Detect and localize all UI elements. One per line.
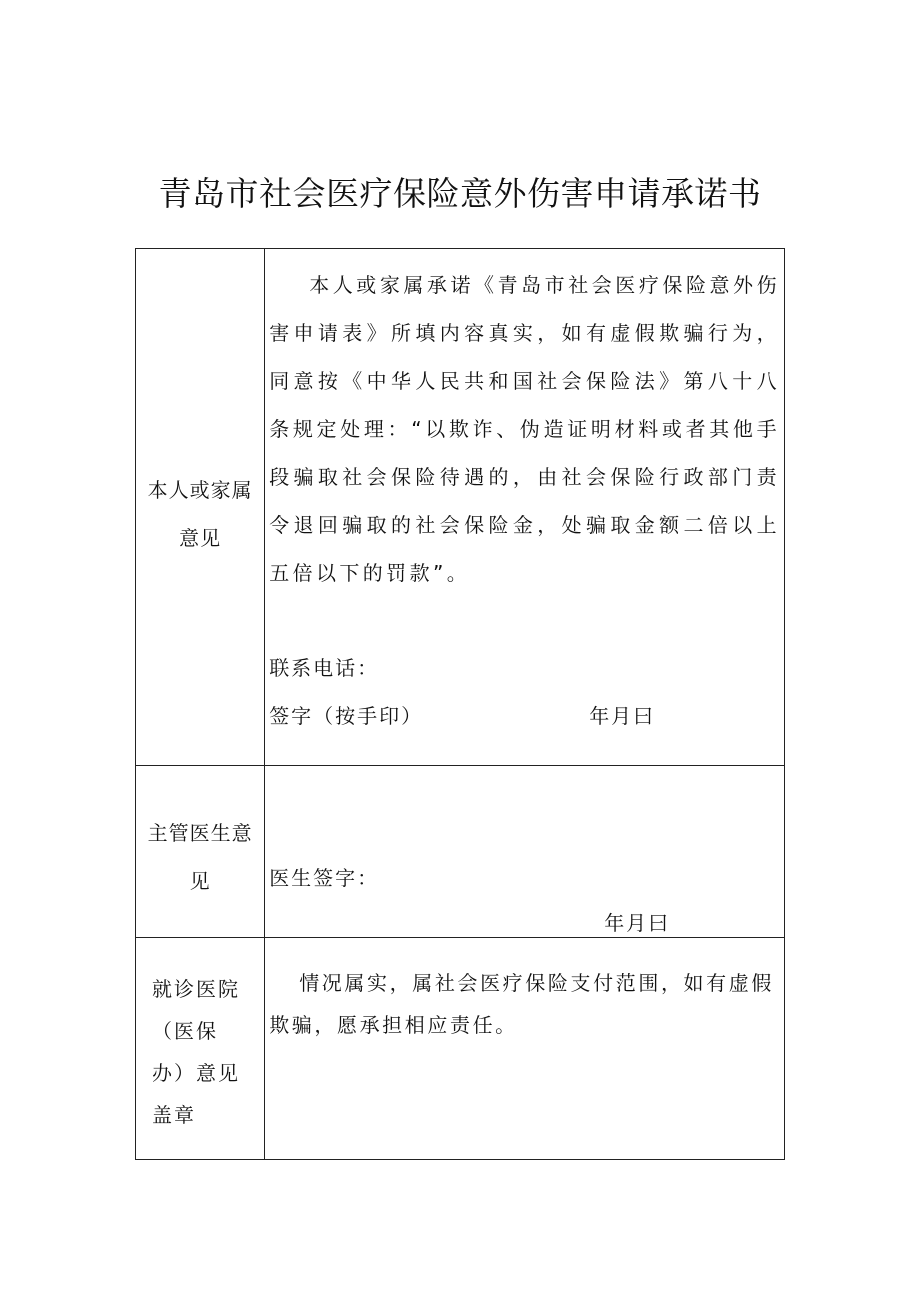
contact-phone-label: 联系电话：: [269, 656, 380, 680]
hospital-label-line-4: 盖章: [152, 1103, 196, 1127]
self-opinion-label: 本人或家属意见: [147, 478, 253, 550]
hospital-opinion-label-cell: [136, 938, 265, 1160]
hospital-opinion-content-cell[interactable]: [265, 938, 785, 1160]
self-opinion-row: [136, 249, 785, 766]
doctor-opinion-row: [136, 766, 785, 938]
hospital-label-line-3: 办）意见: [152, 1061, 240, 1085]
pledge-text: 本人或家属承诺《青岛市社会医疗保险意外伤害申请表》所填内容真实，如有虚假欺骗行为，同意按《中华人民共和国社会保险法》第八十八条规定处理：“以欺诈、伪造证明材料或者其他手段骗取社会保险待遇的，由社会保险行政部门责令退回骗取的社会保险金，处骗取金额二倍以上五倍以下的罚款”。: [269, 273, 780, 585]
hospital-label-line-2: （医保: [152, 1019, 218, 1043]
self-date-label: 年月曰: [589, 704, 656, 728]
self-opinion-label-cell: [136, 249, 265, 766]
doctor-opinion-content-cell[interactable]: [265, 766, 785, 938]
self-opinion-content-cell[interactable]: [265, 249, 785, 766]
hospital-label-line-1: 就诊医院: [152, 977, 240, 1001]
doctor-signature-label: 医生签字：: [269, 866, 380, 890]
doctor-opinion-label-cell: [136, 766, 265, 938]
hospital-opinion-row: [136, 938, 785, 1160]
doctor-date-label: 年月曰: [604, 911, 671, 935]
hospital-statement: 情况属实，属社会医疗保险支付范围，如有虚假欺骗，愿承担相应责任。: [269, 971, 774, 1037]
document-title: 青岛市社会医疗保险意外伤害申请承诺书: [158, 174, 762, 213]
commitment-form-table: [135, 248, 785, 1160]
doctor-opinion-label: 主管医生意见: [147, 821, 253, 893]
signature-fingerprint-label: 签字（按手印）: [269, 704, 424, 728]
hospital-opinion-label: [152, 968, 256, 1136]
